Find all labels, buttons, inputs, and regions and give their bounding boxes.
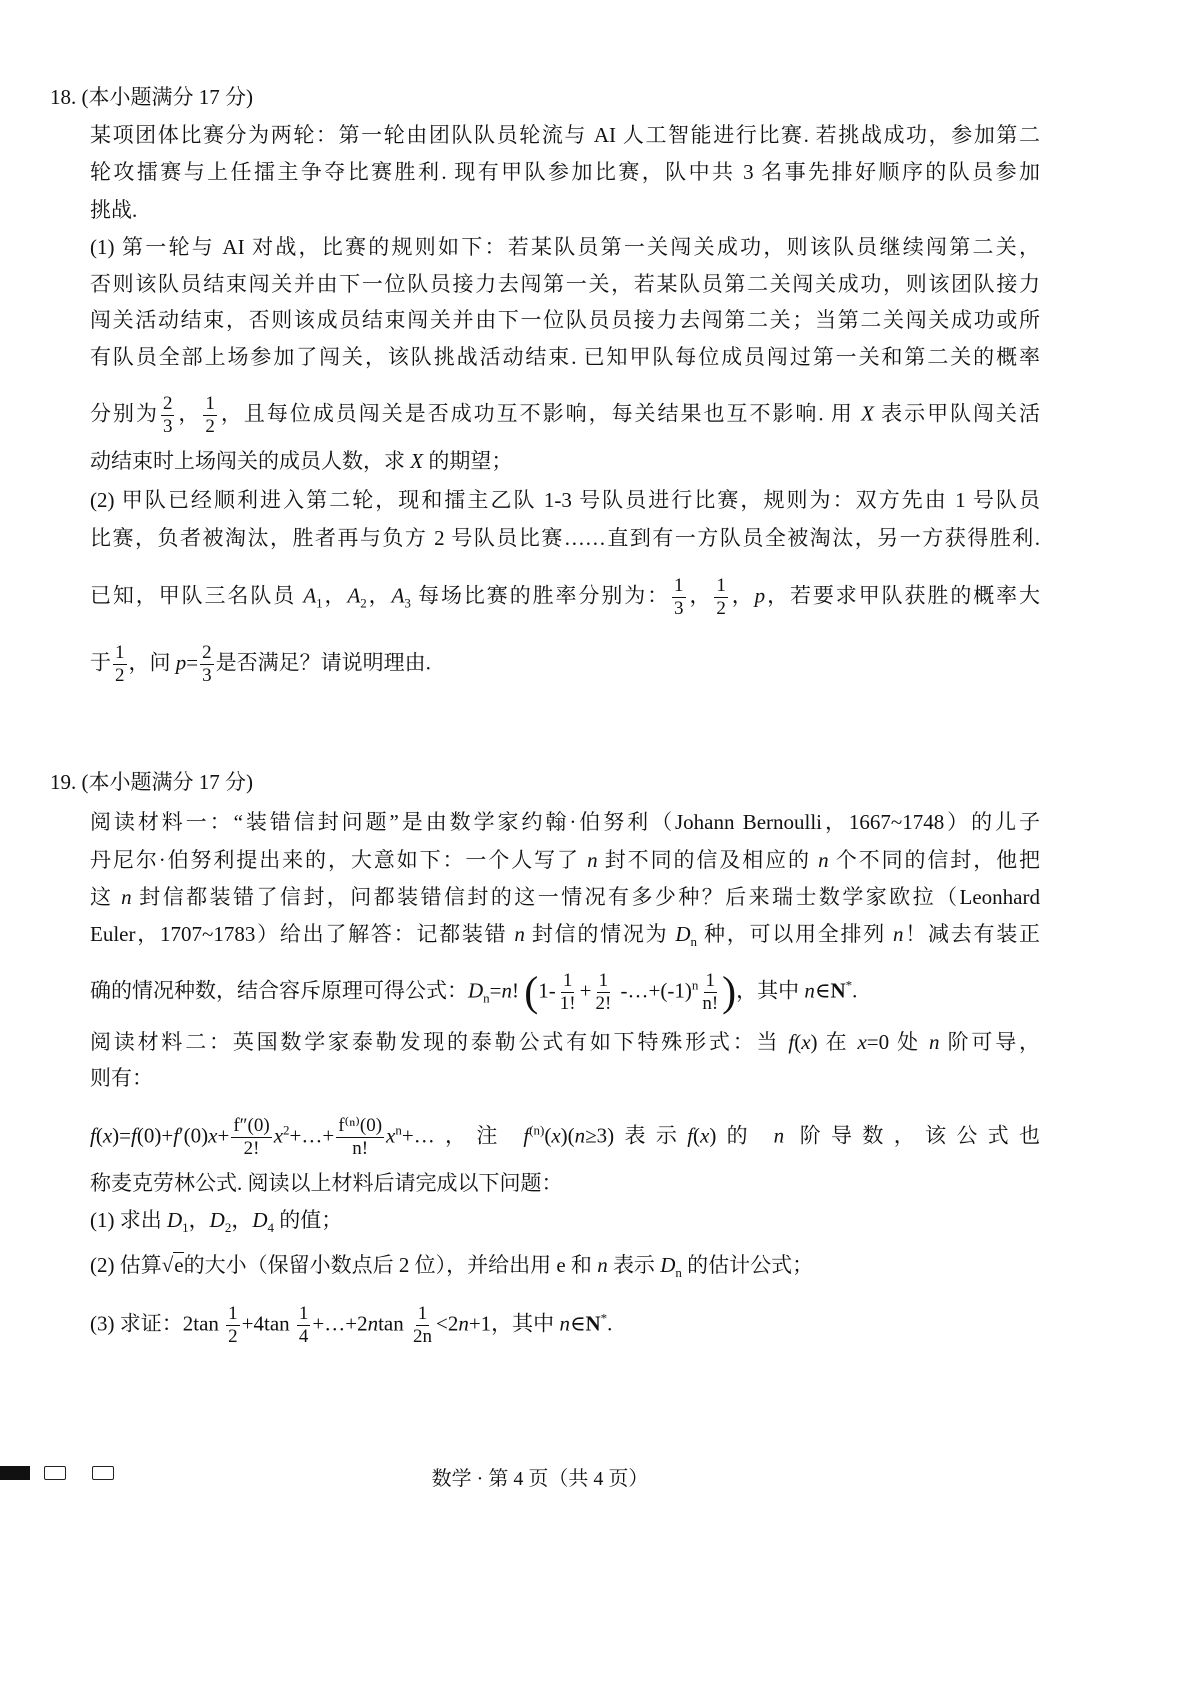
math-variable: n xyxy=(501,978,513,1003)
text-line xyxy=(90,1250,1040,1288)
text-line xyxy=(90,970,1040,1015)
fraction-numerator: 1 xyxy=(298,1303,309,1324)
text-run: 是否满足？请说明理由. xyxy=(215,650,431,675)
math-superscript: * xyxy=(600,1310,608,1326)
text-line xyxy=(90,305,1040,335)
math-variable: D xyxy=(209,1208,225,1232)
fraction-denominator: n! xyxy=(352,1138,369,1159)
fraction-numerator: 1 xyxy=(562,970,573,991)
text-line xyxy=(90,919,1040,949)
fraction-denominator: n! xyxy=(702,993,719,1014)
text-line xyxy=(90,393,1041,437)
text-run: ， xyxy=(322,583,348,608)
fraction-denominator: 2 xyxy=(716,598,726,619)
text-run: 丹尼尔·伯努利提出来的，大意如下：一个人写了 xyxy=(90,848,588,872)
fraction xyxy=(593,970,613,1015)
text-line xyxy=(90,575,1041,619)
text-run: ， xyxy=(188,1208,210,1232)
math-variable: D xyxy=(468,978,484,1003)
text-run: ！减去有装正 xyxy=(903,922,1041,946)
math-variable: x xyxy=(551,1123,561,1148)
text-line xyxy=(90,1063,1040,1093)
fraction-numerator: 1 xyxy=(598,970,609,991)
text-run: 某项团体比赛分为两轮：第一轮由团队队员轮流与 AI 人工智能进行比赛. 若挑战成功，参加第二 xyxy=(90,123,1040,147)
text-run: 表示 xyxy=(607,1253,661,1277)
math-subscript: 1 xyxy=(182,1220,189,1236)
sqrt-sign: √ xyxy=(161,1253,174,1277)
text-run: 的期望； xyxy=(423,449,513,473)
fraction-numerator: 1 xyxy=(716,575,726,596)
math-variable: X xyxy=(861,401,874,426)
math-variable: D xyxy=(660,1253,676,1277)
math-variable: n xyxy=(929,1030,940,1054)
math-variable: f xyxy=(687,1123,694,1148)
text-line xyxy=(90,269,1040,299)
text-line xyxy=(90,845,1040,875)
text-run: 表示甲队闯关活 xyxy=(873,401,1041,426)
fraction-numerator: 1 xyxy=(705,970,715,991)
math-paren: ( xyxy=(524,969,539,1016)
math-set: N xyxy=(830,978,846,1003)
math-variable: x xyxy=(273,1123,284,1148)
text-run: +…+2 xyxy=(312,1311,368,1336)
math-variable: x xyxy=(208,1123,218,1148)
math-variable: n xyxy=(367,1311,379,1336)
math-subscript: 1 xyxy=(316,595,323,611)
text-line xyxy=(90,642,1040,687)
fraction-denominator: 2 xyxy=(115,665,125,686)
text-run: (3) 求证：2tan xyxy=(90,1311,225,1336)
text-run: ( xyxy=(693,1123,701,1148)
text-run: ，若要求甲队获胜的概率大 xyxy=(765,583,1041,608)
math-subscript: n xyxy=(690,934,698,950)
question-19-header: 19. (本小题满分 17 分) xyxy=(50,770,253,794)
fraction xyxy=(113,642,127,687)
fraction-denominator: 4 xyxy=(298,1326,309,1347)
text-line xyxy=(90,1115,1041,1159)
text-run: 的大小（保留小数点后 2 位），并给出用 e 和 xyxy=(183,1253,598,1277)
text-run: + xyxy=(217,1123,230,1148)
text-run: 闯关活动结束，否则该成员结束闯关并由下一位队员员接力去闯第二关；当第二关闯关成功或所 xyxy=(90,308,1040,332)
math-variable: A xyxy=(303,583,317,608)
text-run: . xyxy=(607,1311,613,1336)
math-subscript: 2 xyxy=(224,1220,232,1236)
text-run: )= xyxy=(112,1123,132,1148)
text-run: 阅读材料二：英国数学家泰勒发现的泰勒公式有如下特殊形式：当 xyxy=(90,1030,789,1054)
fraction-numerator: 1 xyxy=(115,642,125,663)
text-line xyxy=(90,1303,1040,1348)
text-run: ∈ xyxy=(814,978,831,1003)
math-variable: n xyxy=(121,885,132,909)
fraction-numerator: 2 xyxy=(202,642,212,663)
text-run: 这 xyxy=(90,885,122,909)
math-superscript: * xyxy=(845,977,853,993)
fraction xyxy=(200,642,214,687)
math-variable: n xyxy=(559,1311,570,1336)
math-variable: x xyxy=(857,1030,867,1054)
text-run: . xyxy=(852,978,858,1003)
math-superscript: n xyxy=(395,1122,402,1138)
math-variable: x xyxy=(102,1123,113,1148)
math-variable: n xyxy=(514,922,525,946)
text-line xyxy=(90,523,1040,553)
text-line xyxy=(90,446,1040,476)
math-variable: n xyxy=(773,1123,785,1148)
text-run: -…+(-1) xyxy=(615,978,692,1003)
math-variable: n xyxy=(587,848,598,872)
text-run: =0 处 xyxy=(866,1030,930,1054)
fraction xyxy=(297,1303,311,1348)
fraction xyxy=(203,393,217,438)
text-run: 否则该队员结束闯关并由下一位队员接力去闯第一关，若某队员第二关闯关成功，则该团队接力 xyxy=(90,272,1040,296)
math-variable: f xyxy=(523,1123,530,1148)
text-run: = xyxy=(489,978,502,1003)
text-run: 比赛，负者被淘汰，胜者再与负方 2 号队员比赛……直到有一方队员全被淘汰，另一方获得胜利. xyxy=(90,526,1040,550)
fraction xyxy=(714,575,728,620)
text-run: ( xyxy=(794,1030,802,1054)
text-run: ，且每位成员闯关是否成功互不影响，每关结果也互不影响. 用 xyxy=(218,401,862,426)
text-run: 动结束时上场闯关的成员人数，求 xyxy=(90,449,411,473)
text-run: ( xyxy=(544,1123,552,1148)
text-run: 则有： xyxy=(90,1066,153,1090)
text-run: ) 在 xyxy=(810,1030,858,1054)
text-run: 称麦克劳林公式. 阅读以上材料后请完成以下问题： xyxy=(90,1171,563,1195)
math-variable: n xyxy=(804,978,815,1003)
math-variable: X xyxy=(410,449,424,473)
text-run: Euler，1707~1783）给出了解答：记都装错 xyxy=(90,922,515,946)
fraction-numerator: 1 xyxy=(417,1303,428,1324)
fraction xyxy=(161,393,175,438)
text-run: = xyxy=(186,650,199,675)
fraction xyxy=(672,575,686,620)
math-superscript: 2 xyxy=(283,1122,290,1138)
fraction-denominator: 2 xyxy=(205,416,215,437)
question-18-header: 18. (本小题满分 17 分) xyxy=(50,85,253,109)
text-line xyxy=(90,342,1040,372)
math-subscript: n xyxy=(675,1265,682,1281)
math-variable: x xyxy=(801,1030,811,1054)
math-superscript: (n) xyxy=(529,1122,545,1138)
math-variable: D xyxy=(252,1208,268,1232)
math-variable: D xyxy=(675,922,691,946)
text-run: 1- xyxy=(538,978,556,1003)
text-run: 轮攻擂赛与上任擂主争夺比赛胜利. 现有甲队参加比赛，队中共 3 名事先排好顺序的队员参加 xyxy=(90,160,1040,184)
text-run: 封信都装错了信封，问都装错信封的这一情况有多少种？后来瑞士数学家欧拉（Leonhard xyxy=(131,885,1040,909)
fraction-denominator: 3 xyxy=(202,665,212,686)
math-variable: D xyxy=(167,1208,183,1232)
text-run: ， xyxy=(729,583,755,608)
fraction xyxy=(231,1115,271,1160)
fraction-denominator: 2! xyxy=(243,1138,260,1159)
text-run: 每场比赛的胜率分别为： xyxy=(410,583,671,608)
text-run: 阶导数，该公式也 xyxy=(784,1123,1041,1148)
text-run: ≥3)表示 xyxy=(585,1123,688,1148)
text-run: 封信的情况为 xyxy=(524,922,676,946)
fraction-numerator: 1 xyxy=(228,1303,238,1324)
text-run: ，其中 xyxy=(736,978,805,1003)
fraction-numerator: 2 xyxy=(162,393,173,414)
math-variable: n xyxy=(574,1123,586,1148)
math-variable: f xyxy=(173,1123,180,1148)
fraction-numerator: f⁽ⁿ⁾(0) xyxy=(338,1115,383,1136)
fraction-denominator: 2! xyxy=(595,993,612,1014)
text-line xyxy=(90,1205,1040,1243)
text-run: tan xyxy=(378,1311,409,1336)
text-run: + xyxy=(579,978,592,1003)
text-run: +1，其中 xyxy=(468,1311,560,1336)
page-footer: 数学 · 第 4 页（共 4 页） xyxy=(431,1468,649,1490)
math-variable: n xyxy=(597,1253,608,1277)
fraction-denominator: 2 xyxy=(228,1326,238,1347)
math-variable: n xyxy=(893,922,904,946)
text-run: 于 xyxy=(90,650,111,675)
text-line xyxy=(90,195,1040,225)
text-line xyxy=(90,157,1040,187)
text-run: 的值； xyxy=(274,1208,343,1232)
text-run: 个不同的信封，他把 xyxy=(828,848,1041,872)
text-run: ， xyxy=(366,583,392,608)
text-run: ′(0) xyxy=(179,1123,209,1148)
text-run: (1) 第一轮与 AI 对战，比赛的规则如下：若某队员第一关闯关成功，则该队员继续闯第二关， xyxy=(90,235,1040,259)
text-run: ! xyxy=(512,978,525,1003)
text-run: (1) 求出 xyxy=(90,1208,167,1232)
text-line xyxy=(90,120,1040,150)
sqrt-radicand: e xyxy=(174,1253,184,1277)
text-run: 阶可导， xyxy=(939,1030,1041,1054)
text-run: +…+ xyxy=(289,1123,335,1148)
fraction xyxy=(226,1303,240,1348)
fraction xyxy=(336,1115,384,1160)
fraction xyxy=(700,970,720,1015)
text-run: +4tan xyxy=(241,1311,295,1336)
math-superscript: n xyxy=(691,977,699,993)
text-run: ， xyxy=(231,1208,253,1232)
fraction xyxy=(411,1303,434,1348)
math-variable: n xyxy=(818,848,829,872)
text-run: ， xyxy=(687,583,713,608)
text-run: 有队员全部上场参加了闯关，该队挑战活动结束. 已知甲队每位成员闯过第一关和第二关的概率 xyxy=(90,345,1040,369)
text-line xyxy=(90,232,1040,262)
text-run: (0)+ xyxy=(136,1123,174,1148)
text-run: ， xyxy=(176,401,202,426)
text-line xyxy=(90,1027,1040,1057)
text-run: )的 xyxy=(709,1123,774,1148)
text-run: <2 xyxy=(436,1311,459,1336)
text-run: 分别为 xyxy=(90,401,159,426)
fraction-numerator: 1 xyxy=(205,393,215,414)
text-line xyxy=(90,1168,1040,1198)
math-variable: n xyxy=(458,1311,469,1336)
text-run: 封不同的信及相应的 xyxy=(597,848,819,872)
text-run: )( xyxy=(560,1123,575,1148)
math-variable: f xyxy=(788,1030,795,1054)
math-subscript: 3 xyxy=(404,595,411,611)
text-line xyxy=(90,807,1040,837)
text-run: (2) 甲队已经顺利进入第二轮，现和擂主乙队 1-3 号队员进行比赛，规则为：双方先由 1 号队员 xyxy=(90,488,1040,512)
text-line xyxy=(90,485,1040,515)
text-run: ，问 xyxy=(128,650,176,675)
text-run: (2) 估算 xyxy=(90,1253,162,1277)
text-run: 确的情况种数，结合容斥原理可得公式： xyxy=(90,978,468,1003)
math-subscript: 4 xyxy=(267,1220,275,1236)
text-run: 种，可以用全排列 xyxy=(697,922,894,946)
fraction-denominator: 2n xyxy=(413,1326,432,1347)
math-subscript: 2 xyxy=(360,595,367,611)
text-run: 已知，甲队三名队员 xyxy=(90,583,304,608)
math-variable: A xyxy=(391,583,405,608)
math-variable: f xyxy=(90,1123,96,1148)
text-run: ( xyxy=(95,1123,103,1148)
fraction-numerator: 1 xyxy=(674,575,684,596)
math-paren: ) xyxy=(722,969,737,1016)
math-variable: A xyxy=(347,583,361,608)
text-run: 挑战. xyxy=(90,198,138,222)
text-run: +…，注 xyxy=(401,1123,524,1148)
fraction-denominator: 3 xyxy=(674,598,684,619)
text-run: ∈ xyxy=(569,1311,586,1336)
math-variable: p xyxy=(175,650,187,675)
fraction xyxy=(558,970,578,1015)
math-variable: x xyxy=(700,1123,710,1148)
fraction-denominator: 3 xyxy=(162,416,173,437)
text-run: 阅读材料一：“装错信封问题”是由数学家约翰·伯努利（Johann Bernoulli，1667~1748）的儿子 xyxy=(90,810,1040,834)
math-variable: f xyxy=(131,1123,137,1148)
fraction-denominator: 1! xyxy=(559,993,576,1014)
fraction-numerator: f″(0) xyxy=(233,1115,270,1136)
text-run: 的估计公式； xyxy=(681,1253,814,1277)
math-variable: x xyxy=(386,1123,396,1148)
math-set: N xyxy=(585,1311,601,1336)
math-subscript: n xyxy=(483,990,490,1006)
math-variable: p xyxy=(754,583,766,608)
text-line xyxy=(90,882,1040,912)
sqrt-expression xyxy=(162,1252,184,1277)
